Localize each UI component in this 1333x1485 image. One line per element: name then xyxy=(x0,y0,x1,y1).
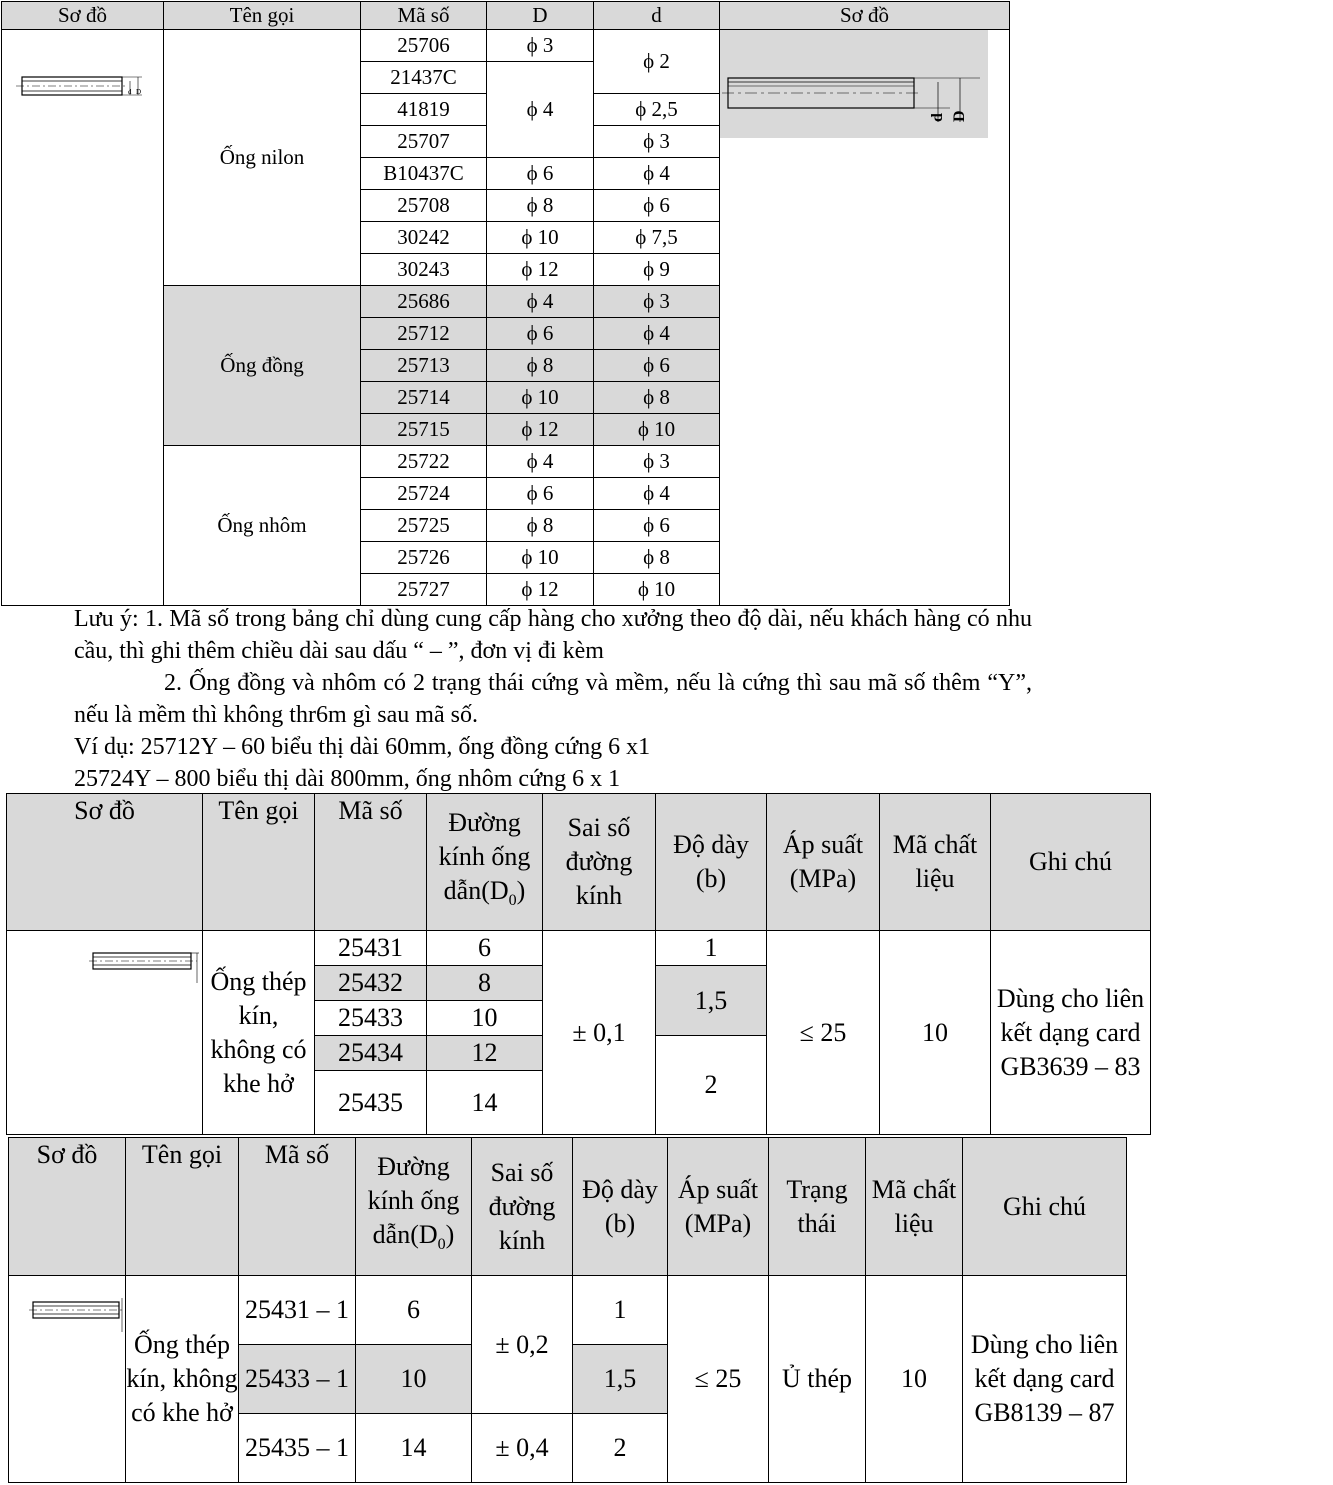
cell-inner-diameter: ϕ 8 xyxy=(594,382,720,414)
cell-outer-diameter: ϕ 3 xyxy=(487,30,594,62)
cell-outer-diameter: ϕ 8 xyxy=(487,190,594,222)
table-header-row xyxy=(9,1138,1127,1276)
cell-note: Dùng cho liên kết dạng card GB8139 – 87 xyxy=(963,1276,1127,1483)
col-header-name: Tên gọi xyxy=(203,794,315,931)
cell-inner-diameter: ϕ 3 xyxy=(594,446,720,478)
cell-outer-diameter: ϕ 6 xyxy=(487,478,594,510)
cell-inner-diameter: ϕ 10 xyxy=(594,414,720,446)
col-header-diagram: Sơ đồ xyxy=(7,794,203,931)
col-header-tolerance: Sai số đường kính xyxy=(472,1138,573,1276)
diameter-header-text: Đường kính ống dẫn(D xyxy=(438,807,531,905)
cell-tolerance: ± 0,2 xyxy=(472,1276,573,1414)
cell-inner-diameter: ϕ 2 xyxy=(594,30,720,94)
col-header-note: Ghi chú xyxy=(963,1138,1127,1276)
col-header-name: Tên gọi xyxy=(164,2,361,30)
cell-thickness: 2 xyxy=(656,1036,767,1135)
cell-code: 25706 xyxy=(361,30,487,62)
cell-inner-diameter: ϕ 4 xyxy=(594,158,720,190)
cell-code: 30242 xyxy=(361,222,487,254)
col-header-thickness: Độ dày (b) xyxy=(573,1138,668,1276)
cell-code: 25435 xyxy=(315,1071,427,1135)
cell-outer-diameter: ϕ 4 xyxy=(487,286,594,318)
cell-outer-diameter: ϕ 8 xyxy=(487,510,594,542)
cell-inner-diameter: ϕ 6 xyxy=(594,510,720,542)
cell-code: 25727 xyxy=(361,574,487,606)
cell-code: 25712 xyxy=(361,318,487,350)
diagram-label-D: D xyxy=(136,88,142,96)
tube-diagram-small xyxy=(2,30,164,606)
table-header-row xyxy=(7,794,1151,931)
col-header-thickness: Độ dày (b) xyxy=(656,794,767,931)
cell-thickness: 1,5 xyxy=(573,1345,668,1414)
cell-note: Dùng cho liên kết dạng card GB3639 – 83 xyxy=(991,931,1151,1135)
cell-inner-diameter: ϕ 4 xyxy=(594,478,720,510)
cell-code: 25432 xyxy=(315,966,427,1001)
table-header-row xyxy=(2,2,1010,30)
annealed-tube-name: Ống thép kín, không có khe hở xyxy=(126,1276,239,1483)
diagram-label-d: d xyxy=(128,88,132,96)
diagram-large-label-D: D xyxy=(951,110,968,122)
col-header-name: Tên gọi xyxy=(126,1138,239,1276)
cell-state: Ủ thép xyxy=(769,1276,866,1483)
tube-drawing-large-icon xyxy=(720,30,990,138)
cell-diameter: 6 xyxy=(356,1276,472,1345)
col-header-pressure: Áp suất (MPa) xyxy=(767,794,880,931)
cell-diameter: 14 xyxy=(356,1414,472,1483)
cell-outer-diameter: ϕ 6 xyxy=(487,158,594,190)
cell-code: B10437C xyxy=(361,158,487,190)
col-header-diagram: Sơ đồ xyxy=(9,1138,126,1276)
cell-diameter: 12 xyxy=(427,1036,543,1071)
annealed-tube-diagram xyxy=(9,1276,126,1483)
cell-inner-diameter: ϕ 7,5 xyxy=(594,222,720,254)
cell-code: 41819 xyxy=(361,94,487,126)
col-header-diameter: Đường kính ống $dẫn(D_0)$ xyxy=(356,1138,472,1276)
cell-tolerance: ± 0,1 xyxy=(543,931,656,1135)
cell-code: 25434 xyxy=(315,1036,427,1071)
col-header-diagram-2: Sơ đồ xyxy=(720,2,1010,30)
table-row xyxy=(9,1276,1127,1345)
cell-inner-diameter: ϕ 2,5 xyxy=(594,94,720,126)
cell-code: 25722 xyxy=(361,446,487,478)
steel-tube-table xyxy=(6,793,1151,1135)
cell-code: 25433 xyxy=(315,1001,427,1036)
cell-inner-diameter: ϕ 10 xyxy=(594,574,720,606)
col-header-code: Mã số xyxy=(239,1138,356,1276)
cell-material: 10 xyxy=(880,931,991,1135)
cell-code: 25433 – 1 xyxy=(239,1345,356,1414)
cell-diameter: 14 xyxy=(427,1071,543,1135)
cell-inner-diameter: ϕ 3 xyxy=(594,286,720,318)
steel-tube-diagram xyxy=(7,931,203,1135)
notes-block xyxy=(74,603,1032,795)
cell-outer-diameter: ϕ 4 xyxy=(487,446,594,478)
col-header-diameter: Đường kính ống $dẫn(D_0)$ xyxy=(427,794,543,931)
cell-diameter: 10 xyxy=(356,1345,472,1414)
group-name-copper: Ống đồng xyxy=(164,286,361,446)
col-header-outer-diameter: D xyxy=(487,2,594,30)
col-header-tolerance: Sai số đường kính xyxy=(543,794,656,931)
cell-outer-diameter: ϕ 12 xyxy=(487,414,594,446)
cell-code: 25726 xyxy=(361,542,487,574)
group-name-nylon: Ống nilon xyxy=(164,30,361,286)
annealed-steel-tube-table xyxy=(8,1137,1127,1483)
cell-code: 25431 – 1 xyxy=(239,1276,356,1345)
cell-tolerance: ± 0,4 xyxy=(472,1414,573,1483)
cell-thickness: 1 xyxy=(573,1276,668,1345)
col-header-material: Mã chất liệu xyxy=(880,794,991,931)
cell-diameter: 10 xyxy=(427,1001,543,1036)
cell-outer-diameter: ϕ 10 xyxy=(487,542,594,574)
col-header-state: Trạng thái xyxy=(769,1138,866,1276)
cell-code: 30243 xyxy=(361,254,487,286)
cell-code: 25686 xyxy=(361,286,487,318)
cell-pressure: ≤ 25 xyxy=(668,1276,769,1483)
cell-code: 25715 xyxy=(361,414,487,446)
cell-diameter: 6 xyxy=(427,931,543,966)
col-header-code: Mã số xyxy=(361,2,487,30)
cell-code: 21437C xyxy=(361,62,487,94)
steel-tube-name: Ống thép kín, không có khe hở xyxy=(203,931,315,1135)
cell-code: 25431 xyxy=(315,931,427,966)
note-line-2: 2. Ống đồng và nhôm có 2 trạng thái cứng và mềm, nếu là cứng thì sau mã số thêm “Y”, nếu là mềm thì không thr6m gì sau mã số. xyxy=(74,670,1032,728)
diameter-header-sub: 0 xyxy=(437,1236,446,1254)
cell-code: 25435 – 1 xyxy=(239,1414,356,1483)
table-row xyxy=(2,30,1010,62)
cell-outer-diameter: ϕ 8 xyxy=(487,350,594,382)
cell-inner-diameter: ϕ 6 xyxy=(594,190,720,222)
cell-outer-diameter: ϕ 6 xyxy=(487,318,594,350)
col-header-material: Mã chất liệu xyxy=(866,1138,963,1276)
cell-code: 25713 xyxy=(361,350,487,382)
cell-inner-diameter: ϕ 3 xyxy=(594,126,720,158)
cell-outer-diameter: ϕ 12 xyxy=(487,254,594,286)
tube-table xyxy=(1,1,1010,606)
cell-thickness: 1,5 xyxy=(656,966,767,1036)
diameter-header-text: Đường kính ống dẫn(D xyxy=(367,1152,460,1250)
note-line-1: Lưu ý: 1. Mã số trong bảng chỉ dùng cung cấp hàng cho xưởng theo độ dài, nếu khách hàng có nhu cầu, thì ghi thêm chiều dài sau dấu “ – ”, đơn vị đi kèm xyxy=(74,606,1032,664)
cell-thickness: 1 xyxy=(656,931,767,966)
col-header-diagram: Sơ đồ xyxy=(2,2,164,30)
cell-outer-diameter: ϕ 12 xyxy=(487,574,594,606)
cell-outer-diameter: ϕ 10 xyxy=(487,382,594,414)
col-header-pressure: Áp suất (MPa) xyxy=(668,1138,769,1276)
cell-code: 25725 xyxy=(361,510,487,542)
diameter-header-sub: 0 xyxy=(508,892,517,910)
tube-drawing-icon xyxy=(2,30,162,110)
cell-outer-diameter: ϕ 4 xyxy=(487,62,594,158)
annealed-tube-drawing-icon xyxy=(9,1276,124,1336)
cell-outer-diameter: ϕ 10 xyxy=(487,222,594,254)
note-line-3: Ví dụ: 25712Y – 60 biểu thị dài 60mm, ống đồng cứng 6 x1 xyxy=(74,734,651,760)
cell-code: 25714 xyxy=(361,382,487,414)
cell-thickness: 2 xyxy=(573,1414,668,1483)
cell-code: 25724 xyxy=(361,478,487,510)
cell-diameter: 8 xyxy=(427,966,543,1001)
steel-tube-drawing-icon xyxy=(7,931,201,991)
col-header-code: Mã số xyxy=(315,794,427,931)
col-header-note: Ghi chú xyxy=(991,794,1151,931)
cell-inner-diameter: ϕ 9 xyxy=(594,254,720,286)
cell-pressure: ≤ 25 xyxy=(767,931,880,1135)
col-header-inner-diameter: d xyxy=(594,2,720,30)
cell-code: 25707 xyxy=(361,126,487,158)
cell-inner-diameter: ϕ 8 xyxy=(594,542,720,574)
group-name-aluminium: Ống nhôm xyxy=(164,446,361,606)
table-row xyxy=(7,931,1151,966)
cell-inner-diameter: ϕ 4 xyxy=(594,318,720,350)
cell-inner-diameter: ϕ 6 xyxy=(594,350,720,382)
tube-diagram-large xyxy=(720,30,1010,606)
cell-code: 25708 xyxy=(361,190,487,222)
cell-material: 10 xyxy=(866,1276,963,1483)
note-line-4: 25724Y – 800 biểu thị dài 800mm, ống nhôm cứng 6 x 1 xyxy=(74,766,621,792)
diagram-large-label-d: d xyxy=(929,113,946,122)
